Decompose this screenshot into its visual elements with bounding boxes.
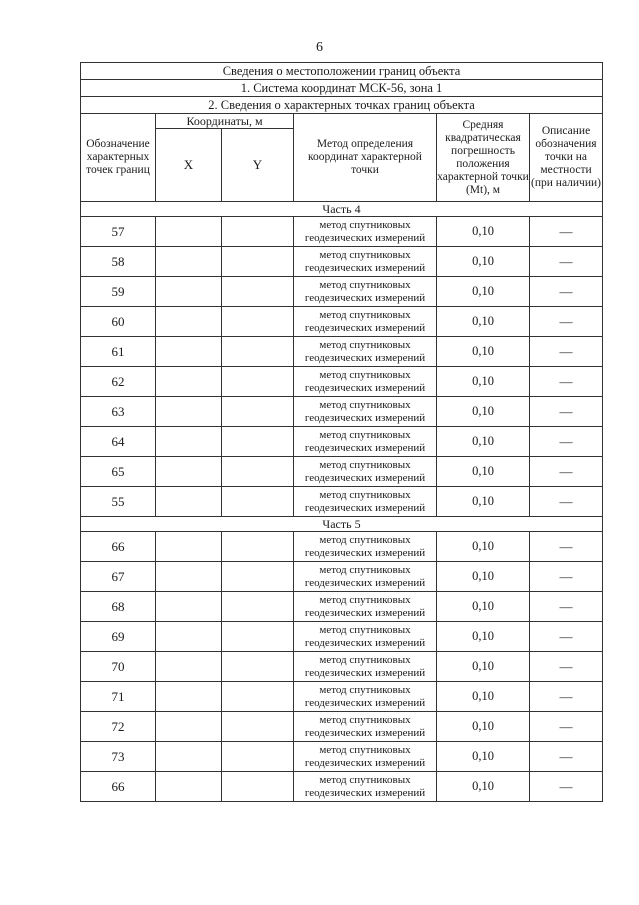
x-coordinate <box>156 457 222 487</box>
method-cell: метод спутниковых геодезических измерений <box>294 397 437 427</box>
title-row <box>81 63 603 80</box>
table-row <box>81 592 603 622</box>
y-coordinate <box>222 487 294 517</box>
description-cell: — <box>530 247 603 277</box>
system-row <box>81 80 603 97</box>
y-coordinate <box>222 427 294 457</box>
x-coordinate <box>156 592 222 622</box>
col-y-header: Y <box>222 129 294 202</box>
accuracy-cell: 0,10 <box>437 592 530 622</box>
x-coordinate <box>156 427 222 457</box>
accuracy-cell: 0,10 <box>437 427 530 457</box>
description-cell: — <box>530 307 603 337</box>
method-cell: метод спутниковых геодезических измерений <box>294 277 437 307</box>
x-coordinate <box>156 367 222 397</box>
description-cell: — <box>530 742 603 772</box>
y-coordinate <box>222 337 294 367</box>
accuracy-cell: 0,10 <box>437 217 530 247</box>
y-coordinate <box>222 772 294 802</box>
y-coordinate <box>222 592 294 622</box>
table-row <box>81 247 603 277</box>
method-cell: метод спутниковых геодезических измерений <box>294 367 437 397</box>
method-cell: метод спутниковых геодезических измерений <box>294 457 437 487</box>
y-coordinate <box>222 652 294 682</box>
accuracy-cell: 0,10 <box>437 622 530 652</box>
x-coordinate <box>156 487 222 517</box>
y-coordinate <box>222 307 294 337</box>
description-cell: — <box>530 457 603 487</box>
table-row <box>81 742 603 772</box>
table-row <box>81 712 603 742</box>
method-cell: метод спутниковых геодезических измерений <box>294 742 437 772</box>
x-coordinate <box>156 337 222 367</box>
y-coordinate <box>222 712 294 742</box>
part-row <box>81 202 603 217</box>
description-cell: — <box>530 772 603 802</box>
table-body <box>81 63 603 802</box>
point-number: 66 <box>81 532 156 562</box>
point-number: 68 <box>81 592 156 622</box>
table-row <box>81 772 603 802</box>
y-coordinate <box>222 562 294 592</box>
table-row <box>81 562 603 592</box>
x-coordinate <box>156 712 222 742</box>
y-coordinate <box>222 622 294 652</box>
description-cell: — <box>530 652 603 682</box>
accuracy-cell: 0,10 <box>437 682 530 712</box>
col-description-header: Описание обозначения точки на местности (при наличии) <box>530 114 603 202</box>
point-number: 70 <box>81 652 156 682</box>
accuracy-cell: 0,10 <box>437 562 530 592</box>
accuracy-cell: 0,10 <box>437 772 530 802</box>
section-title: 2. Сведения о характерных точках границ объекта <box>81 97 603 114</box>
boundary-points-table <box>80 62 603 802</box>
x-coordinate <box>156 397 222 427</box>
accuracy-cell: 0,10 <box>437 397 530 427</box>
section-row <box>81 97 603 114</box>
coordinate-system: 1. Система координат МСК-56, зона 1 <box>81 80 603 97</box>
description-cell: — <box>530 217 603 247</box>
accuracy-cell: 0,10 <box>437 487 530 517</box>
accuracy-cell: 0,10 <box>437 367 530 397</box>
y-coordinate <box>222 247 294 277</box>
y-coordinate <box>222 682 294 712</box>
x-coordinate <box>156 217 222 247</box>
col-accuracy-header: Средняя квадратическая погрешность положения характерной точки (Mt), м <box>437 114 530 202</box>
accuracy-cell: 0,10 <box>437 532 530 562</box>
point-number: 66 <box>81 772 156 802</box>
x-coordinate <box>156 277 222 307</box>
method-cell: метод спутниковых геодезических измерений <box>294 532 437 562</box>
description-cell: — <box>530 622 603 652</box>
table-row <box>81 457 603 487</box>
x-coordinate <box>156 307 222 337</box>
y-coordinate <box>222 397 294 427</box>
description-cell: — <box>530 337 603 367</box>
table-row <box>81 307 603 337</box>
description-cell: — <box>530 487 603 517</box>
accuracy-cell: 0,10 <box>437 307 530 337</box>
part-label: Часть 5 <box>81 517 603 532</box>
table-row <box>81 397 603 427</box>
table-row <box>81 427 603 457</box>
description-cell: — <box>530 712 603 742</box>
accuracy-cell: 0,10 <box>437 652 530 682</box>
point-number: 60 <box>81 307 156 337</box>
accuracy-cell: 0,10 <box>437 277 530 307</box>
x-coordinate <box>156 652 222 682</box>
method-cell: метод спутниковых геодезических измерений <box>294 307 437 337</box>
point-number: 61 <box>81 337 156 367</box>
table-row <box>81 277 603 307</box>
point-number: 59 <box>81 277 156 307</box>
table-title: Сведения о местоположении границ объекта <box>81 63 603 80</box>
point-number: 63 <box>81 397 156 427</box>
table-row <box>81 337 603 367</box>
method-cell: метод спутниковых геодезических измерений <box>294 427 437 457</box>
y-coordinate <box>222 277 294 307</box>
method-cell: метод спутниковых геодезических измерений <box>294 592 437 622</box>
table-row <box>81 367 603 397</box>
point-number: 73 <box>81 742 156 772</box>
part-row <box>81 517 603 532</box>
point-number: 55 <box>81 487 156 517</box>
description-cell: — <box>530 532 603 562</box>
y-coordinate <box>222 742 294 772</box>
x-coordinate <box>156 622 222 652</box>
description-cell: — <box>530 367 603 397</box>
x-coordinate <box>156 742 222 772</box>
y-coordinate <box>222 217 294 247</box>
method-cell: метод спутниковых геодезических измерений <box>294 247 437 277</box>
x-coordinate <box>156 772 222 802</box>
method-cell: метод спутниковых геодезических измерений <box>294 712 437 742</box>
table-row <box>81 622 603 652</box>
point-number: 58 <box>81 247 156 277</box>
table-row <box>81 682 603 712</box>
header-row-top <box>81 114 603 129</box>
method-cell: метод спутниковых геодезических измерений <box>294 772 437 802</box>
point-number: 65 <box>81 457 156 487</box>
y-coordinate <box>222 457 294 487</box>
table-row <box>81 652 603 682</box>
method-cell: метод спутниковых геодезических измерений <box>294 622 437 652</box>
method-cell: метод спутниковых геодезических измерений <box>294 562 437 592</box>
x-coordinate <box>156 247 222 277</box>
x-coordinate <box>156 562 222 592</box>
table-row <box>81 217 603 247</box>
y-coordinate <box>222 367 294 397</box>
table-row <box>81 487 603 517</box>
point-number: 67 <box>81 562 156 592</box>
accuracy-cell: 0,10 <box>437 742 530 772</box>
x-coordinate <box>156 532 222 562</box>
x-coordinate <box>156 682 222 712</box>
accuracy-cell: 0,10 <box>437 247 530 277</box>
method-cell: метод спутниковых геодезических измерений <box>294 217 437 247</box>
page-number: 6 <box>316 40 323 55</box>
description-cell: — <box>530 427 603 457</box>
y-coordinate <box>222 532 294 562</box>
point-number: 71 <box>81 682 156 712</box>
point-number: 69 <box>81 622 156 652</box>
description-cell: — <box>530 682 603 712</box>
col-designation-header: Обозначение характерных точек границ <box>81 114 156 202</box>
table-row <box>81 532 603 562</box>
point-number: 72 <box>81 712 156 742</box>
accuracy-cell: 0,10 <box>437 337 530 367</box>
col-coordinates-header: Координаты, м <box>156 114 294 129</box>
accuracy-cell: 0,10 <box>437 712 530 742</box>
point-number: 57 <box>81 217 156 247</box>
accuracy-cell: 0,10 <box>437 457 530 487</box>
method-cell: метод спутниковых геодезических измерений <box>294 682 437 712</box>
method-cell: метод спутниковых геодезических измерений <box>294 652 437 682</box>
part-label: Часть 4 <box>81 202 603 217</box>
point-number: 64 <box>81 427 156 457</box>
method-cell: метод спутниковых геодезических измерений <box>294 337 437 367</box>
description-cell: — <box>530 277 603 307</box>
description-cell: — <box>530 562 603 592</box>
col-x-header: X <box>156 129 222 202</box>
point-number: 62 <box>81 367 156 397</box>
description-cell: — <box>530 397 603 427</box>
method-cell: метод спутниковых геодезических измерений <box>294 487 437 517</box>
description-cell: — <box>530 592 603 622</box>
col-method-header: Метод определения координат характерной точки <box>294 114 437 202</box>
